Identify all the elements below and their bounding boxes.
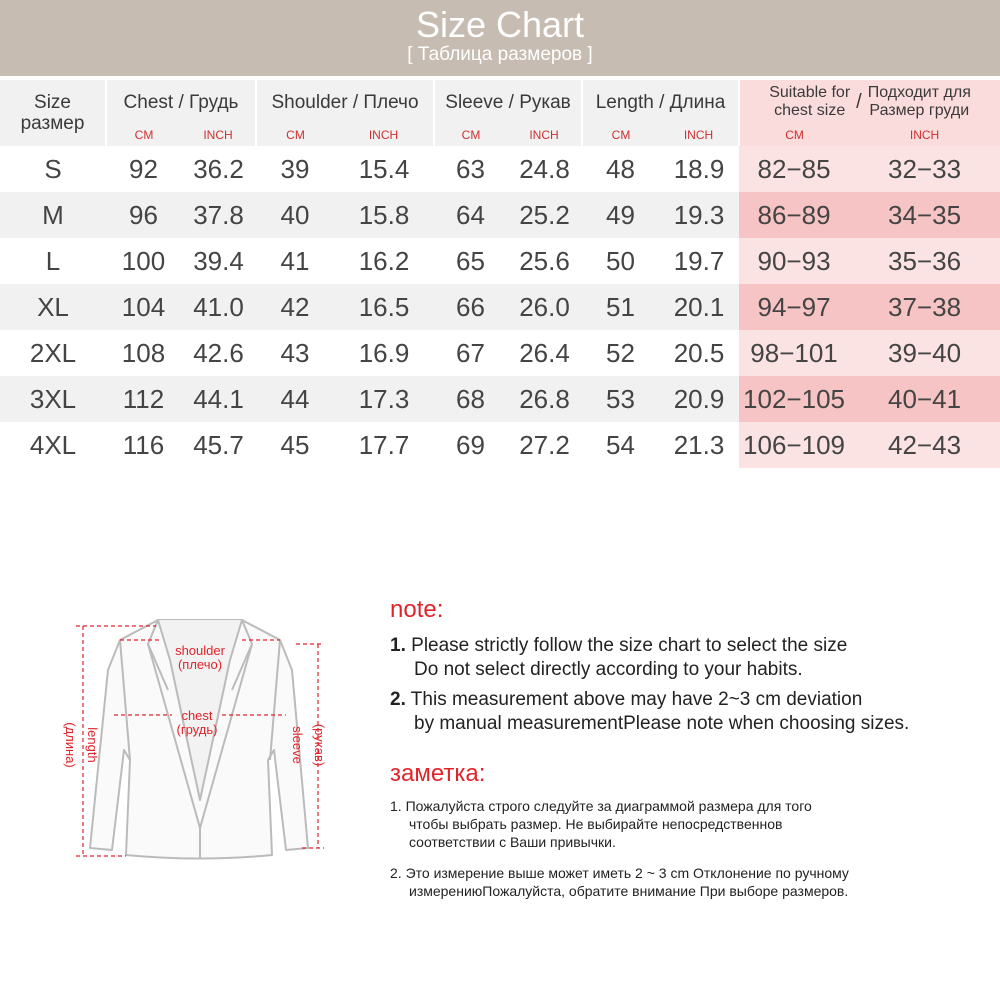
size-header-ru: размер [20, 113, 85, 134]
suitable-header-ru [868, 84, 971, 120]
table-cell: 67 [456, 337, 485, 368]
table-cell: 45.7 [193, 429, 244, 460]
chest-label-ru: (грудь) [176, 722, 218, 737]
size-cell: 3XL [0, 376, 106, 422]
table-cell: 49 [582, 192, 659, 238]
table-cell: 40−41 [849, 376, 1000, 422]
note-ru-item-1 [390, 797, 812, 851]
table-cell: 25.6 [519, 245, 570, 276]
table-cell: 51 [582, 284, 659, 330]
shoulder-label-ru: (плечо) [177, 657, 223, 672]
table-cell: 44.1 [181, 376, 256, 422]
table-cell: 104 [106, 284, 181, 330]
table-cell: 41 [280, 245, 310, 276]
table-cell: 34−35 [849, 192, 1000, 238]
table-row [0, 284, 1000, 330]
table-cell: 20.1 [659, 284, 739, 330]
table-row [0, 146, 1000, 192]
note-num: 2. [390, 689, 406, 710]
table-row [0, 422, 1000, 468]
table-cell: 41.0 [181, 284, 256, 330]
unit-cm: CM [739, 124, 849, 146]
note-line: чтобы выбрать размер. Не выбирайте непосредственнов [409, 816, 783, 832]
unit-cm: CM [582, 124, 659, 146]
table-cell: 68 [434, 376, 507, 422]
size-header-cell [0, 80, 106, 146]
sleeve-label: sleeve [290, 726, 305, 764]
size-cell: M [0, 192, 106, 238]
length-label: length [85, 727, 100, 763]
table-cell: 20.9 [659, 376, 739, 422]
table-cell: 43 [280, 337, 310, 368]
table-cell: 37.8 [181, 192, 256, 238]
size-cell: L [45, 245, 61, 276]
sleeve-header: Sleeve / Рукав [434, 80, 582, 124]
note-num: 2. [390, 865, 402, 881]
table-cell: 15.8 [334, 192, 434, 238]
unit-inch: INCH [507, 124, 582, 146]
table-cell: 36.2 [193, 153, 244, 184]
note-line: соответствии с Ваши привычки. [409, 834, 616, 850]
table-cell: 26.8 [507, 376, 582, 422]
table-cell: 16.9 [358, 337, 410, 368]
table-cell: 16.5 [334, 284, 434, 330]
size-cell: 2XL [29, 337, 77, 368]
table-cell: 112 [106, 376, 181, 422]
unit-inch: INCH [659, 124, 739, 146]
note-ru-item-2 [390, 864, 849, 900]
note-line: Это измерение выше может иметь 2 ~ 3 cm Отклонение по ручному [405, 865, 849, 881]
note-item-2 [390, 688, 909, 736]
table-cell: 66 [434, 284, 507, 330]
table-cell: 106−109 [739, 422, 849, 468]
suitable-header [739, 80, 1000, 124]
shoulder-label: shoulder [175, 643, 225, 658]
note-num: 1. [390, 635, 406, 656]
sleeve-label-ru: (рукав) [312, 723, 327, 767]
note-line: This measurement above may have 2~3 cm deviation [410, 689, 863, 710]
page-title: Size Chart [415, 4, 585, 45]
table-cell: 18.9 [673, 153, 725, 184]
chest-label: chest [181, 708, 213, 723]
note-line: Please strictly follow the size chart to select the size [411, 635, 848, 656]
suitable-line-2: chest size [774, 102, 846, 119]
table-header-row [0, 80, 1000, 124]
table-cell: 64 [434, 192, 507, 238]
page-subtitle: [ Таблица размеров ] [407, 44, 593, 65]
table-cell: 25.2 [507, 192, 582, 238]
table-cell: 20.5 [673, 337, 725, 368]
suitable-header-en [769, 84, 850, 120]
table-cell: 100 [121, 245, 166, 276]
size-cell: 4XL [29, 429, 77, 460]
table-cell: 69 [456, 429, 485, 460]
table-row [0, 192, 1000, 238]
table-cell: 26.4 [519, 337, 570, 368]
table-cell: 94−97 [739, 284, 849, 330]
table-cell: 39.4 [193, 245, 244, 276]
table-cell: 108 [121, 337, 166, 368]
note-line: by manual measurementPlease note when choosing sizes. [414, 713, 910, 734]
table-cell: 37−38 [849, 284, 1000, 330]
shoulder-header: Shoulder / Плечо [256, 80, 434, 124]
table-cell: 86−89 [739, 192, 849, 238]
table-cell: 19.3 [659, 192, 739, 238]
table-cell: 52 [606, 337, 635, 368]
size-cell: XL [0, 284, 106, 330]
table-cell: 50 [606, 245, 635, 276]
note-item-1 [390, 634, 847, 682]
table-cell: 53 [582, 376, 659, 422]
size-header-en: Size [34, 92, 71, 113]
suitable-slash: / [856, 91, 862, 113]
table-cell: 26.0 [507, 284, 582, 330]
table-cell: 24.8 [519, 153, 570, 184]
table-cell: 21.3 [673, 429, 725, 460]
table-cell: 90−93 [739, 238, 849, 284]
note-num: 1. [390, 798, 402, 814]
table-cell: 44 [256, 376, 334, 422]
unit-inch: INCH [849, 124, 1000, 146]
size-chart-table [0, 80, 1000, 468]
table-cell: 17.7 [358, 429, 410, 460]
table-cell: 48 [606, 153, 635, 184]
unit-cm: CM [434, 124, 507, 146]
note-heading-ru: заметка: [390, 760, 486, 787]
table-cell: 42 [256, 284, 334, 330]
table-cell: 39 [280, 153, 310, 184]
size-cell: S [44, 153, 62, 184]
table-cell: 27.2 [519, 429, 570, 460]
table-row [0, 376, 1000, 422]
table-row [0, 238, 1000, 284]
table-cell: 19.7 [673, 245, 725, 276]
note-line: измерениюПожалуйста, обратите внимание При выборе размеров. [409, 883, 849, 899]
chest-header: Chest / Грудь [106, 80, 256, 124]
table-cell: 45 [280, 429, 310, 460]
table-cell: 82−85 [739, 146, 849, 192]
jacket-diagram [50, 600, 350, 890]
note-heading: note: [390, 596, 444, 623]
title-banner [0, 0, 1000, 76]
table-cell: 92 [129, 153, 158, 184]
table-cell: 42.6 [193, 337, 244, 368]
table-cell: 40 [256, 192, 334, 238]
table-cell: 116 [122, 429, 165, 460]
table-cell: 35−36 [849, 238, 1000, 284]
table-row [0, 330, 1000, 376]
length-label-ru: (длина) [63, 722, 78, 768]
table-cell: 63 [456, 153, 485, 184]
table-cell: 96 [106, 192, 181, 238]
table-cell: 102−105 [739, 376, 849, 422]
table-cell: 32−33 [849, 146, 1000, 192]
jacket-outline-svg [50, 600, 350, 890]
table-cell: 98−101 [739, 330, 849, 376]
unit-inch: INCH [334, 124, 434, 146]
table-body [0, 146, 1000, 468]
suitable-line-1: Suitable for [769, 84, 851, 101]
units-row [0, 124, 1000, 146]
table-cell: 54 [606, 429, 635, 460]
suitable-line-3: Подходит для [867, 84, 971, 101]
table-cell: 16.2 [358, 245, 410, 276]
table-cell: 15.4 [358, 153, 410, 184]
length-header: Length / Длина [582, 80, 739, 124]
suitable-line-4: Размер груди [869, 102, 970, 119]
unit-cm: CM [256, 124, 334, 146]
table-cell: 65 [456, 245, 485, 276]
table-cell: 42−43 [849, 422, 1000, 468]
note-line: Do not select directly according to your habits. [414, 659, 803, 680]
unit-inch: INCH [181, 124, 256, 146]
table-cell: 39−40 [849, 330, 1000, 376]
table-cell: 17.3 [334, 376, 434, 422]
note-line: Пожалуйста строго следуйте за диаграммой размера для того [405, 798, 812, 814]
unit-cm: CM [106, 124, 181, 146]
